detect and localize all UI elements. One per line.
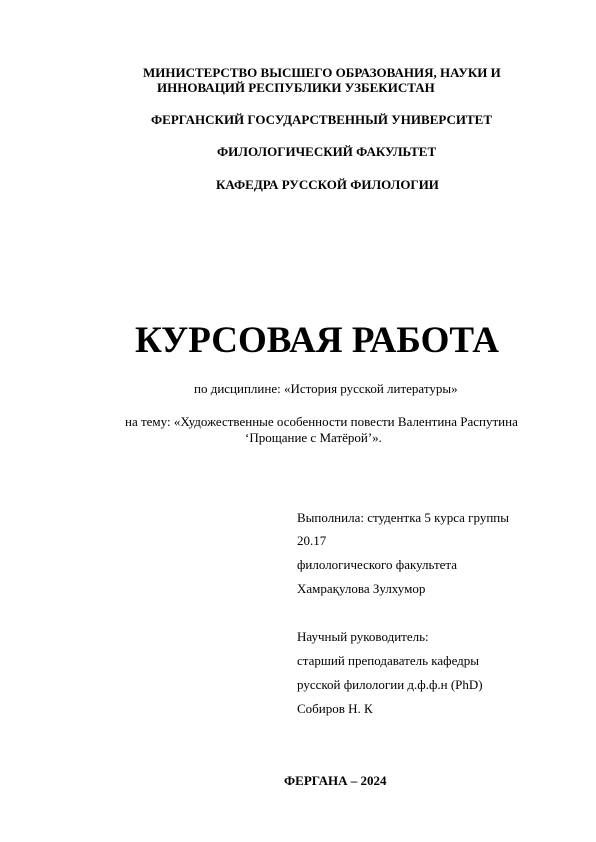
ministry-line-1: МИНИСТЕРСТВО ВЫСШЕГО ОБРАЗОВАНИЯ, НАУКИ И	[143, 65, 501, 80]
faculty-name: ФИЛОЛОГИЧЕСКИЙ ФАКУЛЬТЕТ	[217, 144, 437, 159]
supervisor-name: Собиров Н. К	[297, 701, 373, 716]
department-name: КАФЕДРА РУССКОЙ ФИЛОЛОГИИ	[216, 177, 439, 192]
topic-line-1: на тему: «Художественные особенности повести Валентина Распутина	[125, 414, 518, 429]
document-title: КУРСОВАЯ РАБОТА	[135, 320, 499, 361]
supervisor-heading: Научный руководитель:	[297, 629, 429, 644]
author-line-3: филологического факультета	[297, 557, 458, 572]
author-line-1: Выполнила: студентка 5 курса группы	[297, 510, 509, 525]
ministry-line-2: ИННОВАЦИЙ РЕСПУБЛИКИ УЗБЕКИСТАН	[157, 80, 435, 95]
city-year: ФЕРГАНА – 2024	[284, 773, 387, 788]
supervisor-line-1: старший преподаватель кафедры	[297, 653, 480, 668]
supervisor-line-2: русской филологии д.ф.ф.н (PhD)	[297, 677, 483, 692]
topic-line-2: ‘Прощание с Матёрой’».	[245, 430, 382, 445]
university-name: ФЕРГАНСКИЙ ГОСУДАРСТВЕННЫЙ УНИВЕРСИТЕТ	[151, 112, 492, 127]
discipline-line: по дисциплине: «История русской литературы»	[194, 381, 458, 396]
author-name: Хамрақулова Зулхумор	[297, 581, 426, 596]
author-line-2: 20.17	[297, 533, 327, 548]
